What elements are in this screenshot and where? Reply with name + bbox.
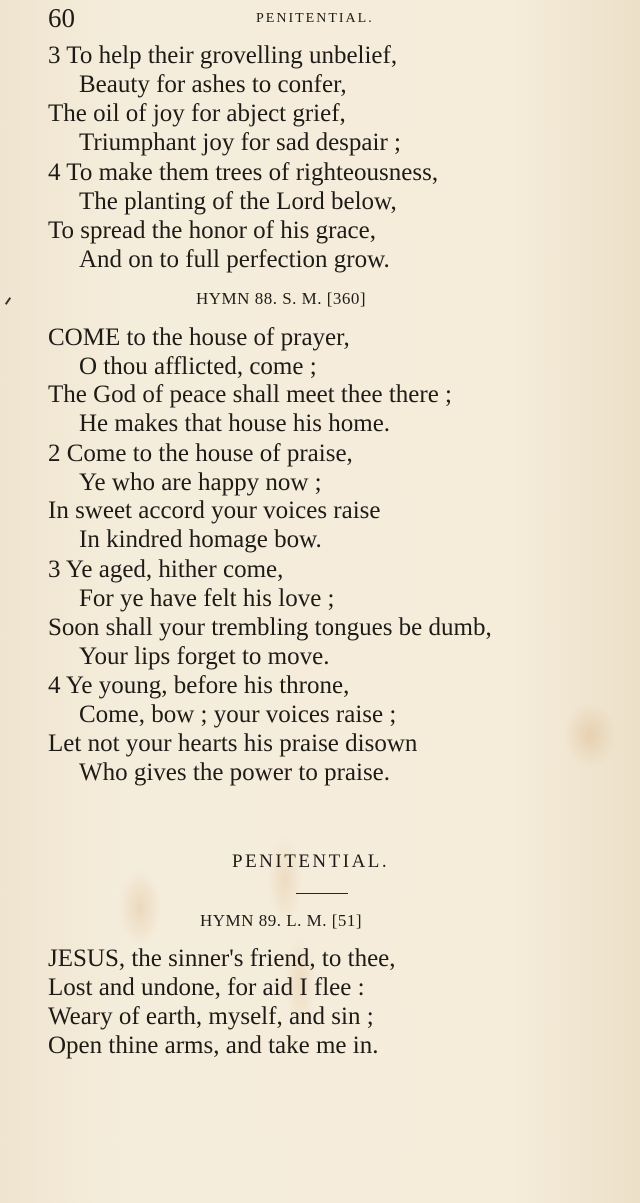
verse-line: He makes that house his home. (79, 410, 391, 437)
page-header (48, 2, 608, 34)
verse-line: Who gives the power to praise. (79, 759, 391, 786)
verse-line: Beauty for ashes to confer, (79, 71, 347, 98)
verse-line: In sweet accord your voices raise (48, 497, 381, 524)
verse-line: For ye have felt his love ; (79, 585, 335, 612)
verse-line: 3 To help their grovelling unbelief, (48, 42, 398, 69)
verse-line: Your lips forget to move. (79, 643, 330, 670)
verse-line: Ye who are happy now ; (79, 469, 322, 496)
running-head: PENITENTIAL. (256, 11, 374, 26)
verse-line: To spread the honor of his grace, (48, 217, 377, 244)
page-number: 60 (48, 3, 75, 33)
verse-line: 4 Ye young, before his throne, (48, 672, 350, 699)
verse-line: O thou afflicted, come ; (79, 353, 317, 380)
verse-line: Come, bow ; your voices raise ; (79, 701, 397, 728)
verse-line: COME to the house of prayer, (48, 324, 350, 351)
verse-line: And on to full perfection grow. (79, 246, 390, 273)
section-divider (296, 893, 348, 894)
verse-line: The God of peace shall meet thee there ; (48, 381, 452, 408)
verse-line: In kindred homage bow. (79, 526, 322, 553)
verse-line: Let not your hearts his praise disown (48, 730, 418, 757)
verse-line: Weary of earth, myself, and sin ; (48, 1003, 374, 1030)
verse-line: Soon shall your trembling tongues be dumb, (48, 614, 492, 641)
hymn-88-heading: HYMN 88. S. M. [360] (196, 289, 367, 308)
verse-line: The oil of joy for abject grief, (48, 100, 346, 127)
verse-line: Triumphant joy for sad despair ; (79, 129, 401, 156)
verse-line: JESUS, the sinner's friend, to thee, (48, 945, 396, 972)
verse-line: Open thine arms, and take me in. (48, 1032, 379, 1059)
verse-line: Lost and undone, for aid I flee : (48, 974, 365, 1001)
stray-pen-mark (5, 297, 11, 305)
section-title: PENITENTIAL. (232, 851, 390, 872)
verse-line: The planting of the Lord below, (79, 188, 397, 215)
verse-line: 2 Come to the house of praise, (48, 440, 353, 467)
verse-line: 3 Ye aged, hither come, (48, 556, 284, 583)
hymn-89-heading: HYMN 89. L. M. [51] (200, 911, 363, 930)
verse-line: 4 To make them trees of righteousness, (48, 159, 439, 186)
